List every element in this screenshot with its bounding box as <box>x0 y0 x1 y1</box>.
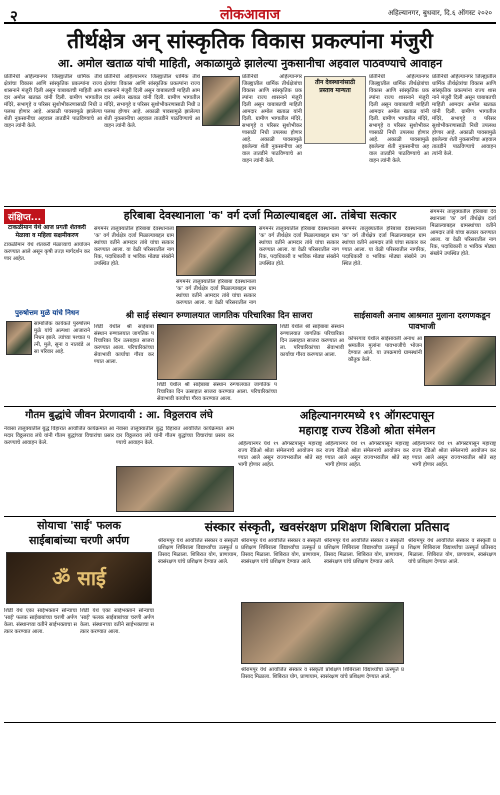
story6-body-3: अहिल्यानगर येथे १९ ऑगस्टपासून महाराष्ट्र राज्य रेडिओ श्रोता संमेलनाचे आयोजन करण्यात आले असून राज्यभरातील श्रोते सहभागी होणार आहेत. <box>412 441 496 468</box>
story8-body-2: श्रीरामपूर येथे आयोजित संस्कार व संस्कृती प्रशिक्षण शिबिराला विद्यार्थ्यांचा उत्स्फूर्त प्रतिसाद मिळाला. शिबिरात योग, प्राणायाम, स्वसंरक्षण यांचे प्रशिक्षण देण्यात आले. <box>241 538 321 565</box>
brief-tag: संक्षिप्त... <box>4 209 45 224</box>
story8-headline: संस्कार संस्कृती, खवसंरक्षण प्रशिक्षण शिबिराला प्रतिसाद <box>204 520 450 534</box>
obit-photo <box>6 321 32 355</box>
story5-headline: गौतम बुद्धांचे जीवन प्रेरणादायी : आ. विठ्ठलराव लंघे <box>25 410 213 421</box>
lead-info-box-title: तीन देवस्थानांसाठी प्रस्ताव मान्यता <box>314 79 356 94</box>
story6-body-2: अहिल्यानगर येथे १९ ऑगस्टपासून महाराष्ट्र राज्य रेडिओ श्रोता संमेलनाचे आयोजन करण्यात आले असून राज्यभरातील श्रोते सहभागी होणार आहेत. <box>325 441 409 468</box>
right-top-body: संगमनेर तालुक्यातील हरिबाबा देवस्थानाला 'क' वर्ग तीर्थक्षेत्र दर्जा मिळाल्याबद्दल ग्रामस्थांच्या वतीने आमदार तांबे यांचा सत्कार करण्यात आला. या वेळी परिसरातील नागरिक, पदाधिकारी व भाविक मोठ्या संख्येने उपस्थित होते. <box>430 209 496 257</box>
story2-photo <box>176 226 256 276</box>
story2-body-1: संगमनेर तालुक्यातील हरिबाबा देवस्थानाला 'क' वर्ग तीर्थक्षेत्र दर्जा मिळाल्याबद्दल ग्रामस्थांच्या वतीने आमदार तांबे यांचा सत्कार करण्यात आला. या वेळी परिसरातील नागरिक, पदाधिकारी व भाविक मोठ्या संख्येने उपस्थित होते. <box>94 226 174 267</box>
obit-headline: पुरुषोत्तम मुळे यांचे निधन <box>14 309 80 317</box>
divider <box>4 406 496 407</box>
story8-photo <box>241 602 404 664</box>
divider <box>4 206 496 207</box>
lead-body-col-2: प्रतिनिधी अहिल्यानगर जिल्ह्यातील धार्मिक तीर्थक्षेत्रांचा विकास आणि सांस्कृतिक प्रकल्पांना राज्य शासनाने मंजुरी दिली असून याबाबतची माहिती आमदार अमोल खताळ यांनी दिली. ग्रामीण भागातील मंदिरे, सभागृहे व परिसर सुशोभीकरणासाठी निधी उपलब्ध होणार आहे. अकाळी पावसामुळे झालेल्या शेती नुकसानीचा अहवाल तातडीने पाठविण्याचे आवाहन त्यांनी केले. <box>104 74 200 129</box>
page-number: २ <box>10 7 18 25</box>
story5-photo <box>116 466 234 512</box>
brief2-headline: टाकळीमान येथे आज प्रगती शेतकरी मेळावा व महिला सक्षमीकरण <box>8 224 86 239</box>
story3-body-1: शिर्डी येथील श्री साईबाबा संस्थान रुग्णालयात जागतिक परिचारिका दिन उत्साहात साजरा करण्यात आला. परिचारिकांच्या सेवाभावी कार्याचा गौरव करण्यात आला. <box>94 324 154 365</box>
story8-body-4: श्रीरामपूर येथे आयोजित संस्कार व संस्कृती प्रशिक्षण शिबिराला विद्यार्थ्यांचा उत्स्फूर्त प्रतिसाद मिळाला. शिबिरात योग, प्राणायाम, स्वसंरक्षण यांचे प्रशिक्षण देण्यात आले. <box>241 667 404 680</box>
obit-body: सामाजिक कार्यकर्ते पुरुषोत्तम मुळे यांचे अल्पशा आजाराने निधन झाले. त्यांच्या पश्चात पत्नी, मुले, सुना व नातवंडे असा परिवार आहे. <box>34 321 90 355</box>
story5-body-2: नेवासा तालुक्यातील बुद्ध विहारात आयोजित कार्यक्रमात आमदार विठ्ठलराव लंघे यांनी गौतम बुद्धांच्या विचारांचा प्रसार करण्याचे आवाहन केले. <box>116 426 234 446</box>
brief2-body: टाकळीमान येथे शेतकरी मेळाव्याचे आयोजन करण्यात आले असून कृषी तज्ज्ञ मार्गदर्शन करणार आहेत. <box>4 242 90 262</box>
story8-body-5: श्रीरामपूर येथे आयोजित संस्कार व संस्कृती प्रशिक्षण शिबिराला विद्यार्थ्यांचा उत्स्फूर्त प्रतिसाद मिळाला. शिबिरात योग, प्राणायाम, स्वसंरक्षण यांचे प्रशिक्षण देण्यात आले. <box>408 538 496 565</box>
story6-body-1: अहिल्यानगर येथे १९ ऑगस्टपासून महाराष्ट्र राज्य रेडिओ श्रोता संमेलनाचे आयोजन करण्यात आले असून राज्यभरातील श्रोते सहभागी होणार आहेत. <box>238 441 322 468</box>
divider <box>4 516 496 517</box>
story2-body-3: संगमनेर तालुक्यातील हरिबाबा देवस्थानाला 'क' वर्ग तीर्थक्षेत्र दर्जा मिळाल्याबद्दल ग्रामस्थांच्या वतीने आमदार तांबे यांचा सत्कार करण्यात आला. या वेळी परिसरातील नागरिक, पदाधिकारी व भाविक मोठ्या संख्येने उपस्थित होते. <box>259 226 339 267</box>
story7-plaque-text: ॐ साई <box>52 566 106 590</box>
story6-headline2: महाराष्ट्र राज्य रेडिओ श्रोता संमेलन <box>298 424 436 437</box>
story7-body-2: शिर्डी येथे एका साईभक्ताने सोन्याचा 'साई' फलक साईबाबांच्या चरणी अर्पण केला. संस्थानच्या वतीने साईभक्ताचा सत्कार करण्यात आला. <box>80 608 154 635</box>
bottom-rule <box>4 722 496 723</box>
story3-body-2: शिर्डी येथील श्री साईबाबा संस्थान रुग्णालयात जागतिक परिचारिका दिन उत्साहात साजरा करण्यात आला. परिचारिकांच्या सेवाभावी कार्याचा गौरव करण्यात आला. <box>157 382 277 402</box>
story5-body-1: नेवासा तालुक्यातील बुद्ध विहारात आयोजित कार्यक्रमात आमदार विठ्ठलराव लंघे यांनी गौतम बुद्धांच्या विचारांचा प्रसार करण्याचे आवाहन केले. <box>4 426 114 446</box>
paper-name: लोकआवाज <box>220 7 280 23</box>
lead-photo <box>202 76 240 126</box>
story4-photo <box>424 336 496 386</box>
story8-body-3: श्रीरामपूर येथे आयोजित संस्कार व संस्कृती प्रशिक्षण शिबिराला विद्यार्थ्यांचा उत्स्फूर्त प्रतिसाद मिळाला. शिबिरात योग, प्राणायाम, स्वसंरक्षण यांचे प्रशिक्षण देण्यात आले. <box>324 538 404 565</box>
story3-headline: श्री साई संस्थान रुग्णालयात जागतिक परिचारिका दिन साजरा <box>125 311 313 321</box>
story2-body-4: संगमनेर तालुक्यातील हरिबाबा देवस्थानाला 'क' वर्ग तीर्थक्षेत्र दर्जा मिळाल्याबद्दल ग्रामस्थांच्या वतीने आमदार तांबे यांचा सत्कार करण्यात आला. या वेळी परिसरातील नागरिक, पदाधिकारी व भाविक मोठ्या संख्येने उपस्थित होते. <box>342 226 426 267</box>
story6-headline: अहिल्यानगरमध्ये १९ ऑगस्टपासून <box>299 409 435 422</box>
lead-body-col-4: प्रतिनिधी अहिल्यानगर जिल्ह्यातील धार्मिक तीर्थक्षेत्रांचा विकास आणि सांस्कृतिक प्रकल्पांना राज्य शासनाने मंजुरी दिली असून याबाबतची माहिती आमदार अमोल खताळ यांनी दिली. ग्रामीण भागातील मंदिरे, सभागृहे व परिसर सुशोभीकरणासाठी निधी उपलब्ध होणार आहे. अकाळी पावसामुळे झालेल्या शेती नुकसानीचा अहवाल तातडीने पाठविण्याचे आवाहन त्यांनी केले. <box>369 74 429 164</box>
newspaper-page <box>4 4 496 791</box>
lead-body-col-3: प्रतिनिधी अहिल्यानगर जिल्ह्यातील धार्मिक तीर्थक्षेत्रांचा विकास आणि सांस्कृतिक प्रकल्पांना राज्य शासनाने मंजुरी दिली असून याबाबतची माहिती आमदार अमोल खताळ यांनी दिली. ग्रामीण भागातील मंदिरे, सभागृहे व परिसर सुशोभीकरणासाठी निधी उपलब्ध होणार आहे. अकाळी पावसामुळे झालेल्या शेती नुकसानीचा अहवाल तातडीने पाठविण्याचे आवाहन त्यांनी केले. <box>242 74 302 164</box>
lead-headline: तीर्थक्षेत्र अन् सांस्कृतिक विकास प्रकल्पांना मंजुरी <box>67 29 433 53</box>
story7-photo <box>6 552 152 604</box>
dateline: अहिल्यानगर, बुधवार, दि.६ ऑगस्ट २०२० <box>387 9 492 17</box>
story4-headline: साईसावली अनाथ आश्रमात मुलाना दरगणकडून पावभाजी <box>353 311 491 331</box>
story4-body: कोपरगाव येथील साईसावली अनाथ आश्रमातील मुलांना पावभाजीचे भोजन देण्यात आले. या उपक्रमाचे ग्रामस्थांनी कौतुक केले. <box>348 336 422 363</box>
masthead <box>4 4 496 24</box>
story2-body-2: संगमनेर तालुक्यातील हरिबाबा देवस्थानाला 'क' वर्ग तीर्थक्षेत्र दर्जा मिळाल्याबद्दल ग्रामस्थांच्या वतीने आमदार तांबे यांचा सत्कार करण्यात आला. या वेळी परिसरातील नाग <box>176 279 256 306</box>
story3-body-3: शिर्डी येथील श्री साईबाबा संस्थान रुग्णालयात जागतिक परिचारिका दिन उत्साहात साजरा करण्यात आला. परिचारिकांच्या सेवाभावी कार्याचा गौरव करण्यात आला. <box>280 324 344 358</box>
story2-headline: हरिबाबा देवस्थानाला 'क' वर्ग दर्जा मिळाल्याबद्दल आ. तांबेचा सत्कार <box>123 209 397 222</box>
lead-subhead: आ. अमोल खताळ यांची माहिती, अकाळामुळे झालेल्या नुकसानीचा अहवाल पाठवण्याचे आवाहन <box>57 57 443 70</box>
lead-body-col-1: प्रतिनिधी अहिल्यानगर जिल्ह्यातील धार्मिक तीर्थक्षेत्रांचा विकास आणि सांस्कृतिक प्रकल्पांना राज्य शासनाने मंजुरी दिली असून याबाबतची माहिती आमदार अमोल खताळ यांनी दिली. ग्रामीण भागातील मंदिरे, सभागृहे व परिसर सुशोभीकरणासाठी निधी उपलब्ध होणार आहे. अकाळी पावसामुळे झालेल्या शेती नुकसानीचा अहवाल तातडीने पाठविण्याचे आवाहन त्यांनी केले. <box>4 74 102 129</box>
story3-photo <box>157 324 277 380</box>
lead-body-col-5: प्रतिनिधी अहिल्यानगर जिल्ह्यातील धार्मिक तीर्थक्षेत्रांचा विकास आणि सांस्कृतिक प्रकल्पांना राज्य शासनाने मंजुरी दिली असून याबाबतची माहिती आमदार अमोल खताळ यांनी दिली. ग्रामीण भागातील मंदिरे, सभागृहे व परिसर सुशोभीकरणासाठी निधी उपलब्ध होणार आहे. अकाळी पावसामुळे झालेल्या शेती नुकसानीचा अहवाल तातडीने पाठविण्याचे आवाहन त्यांनी केले. <box>432 74 496 157</box>
story7-headline2: साईबाबांच्या चरणी अर्पण <box>28 534 130 547</box>
lead-info-box <box>304 76 366 144</box>
story8-body-1: श्रीरामपूर येथे आयोजित संस्कार व संस्कृती प्रशिक्षण शिबिराला विद्यार्थ्यांचा उत्स्फूर्त प्रतिसाद मिळाला. शिबिरात योग, प्राणायाम, स्वसंरक्षण यांचे प्रशिक्षण देण्यात आले. <box>158 538 238 565</box>
story7-headline: सोयाचा 'साई' फलक <box>37 519 121 532</box>
story7-body-1: शिर्डी येथे एका साईभक्ताने सोन्याचा 'साई' फलक साईबाबांच्या चरणी अर्पण केला. संस्थानच्या वतीने साईभक्ताचा सत्कार करण्यात आला. <box>4 608 77 635</box>
